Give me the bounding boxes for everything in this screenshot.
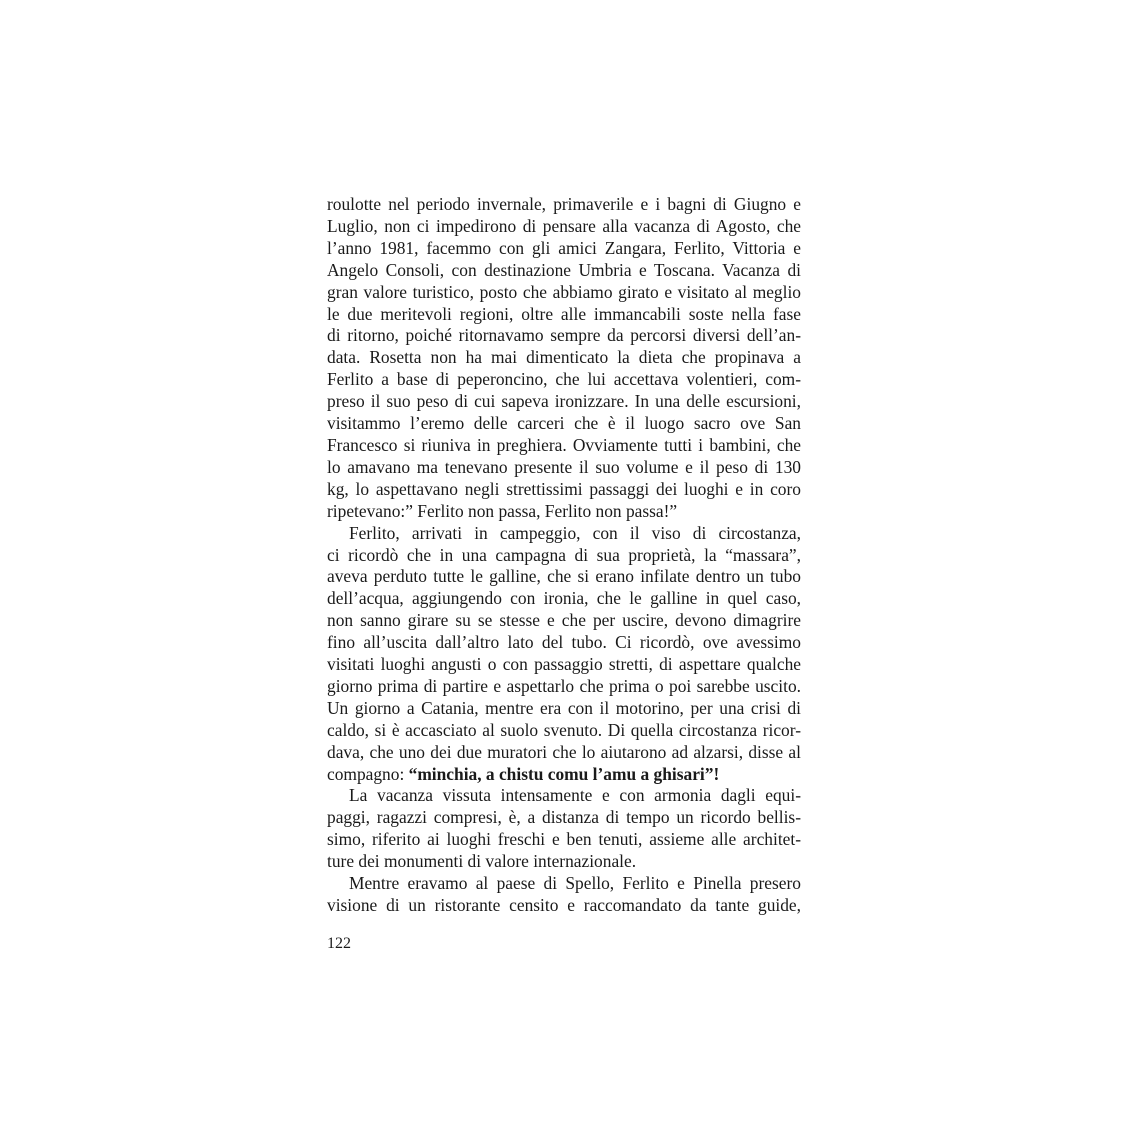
text-line: giorno prima di partire e aspettarlo che prima o poi sarebbe uscito. — [327, 675, 801, 696]
text-line: kg, lo aspettavano negli strettissimi passaggi dei luoghi e in coro — [327, 478, 801, 499]
text-line: Ferlito, arrivati in campeggio, con il viso di circostanza, — [349, 522, 801, 543]
text-line: di ritorno, poiché ritornavamo sempre da percorsi diversi dell’an- — [327, 325, 801, 346]
text-line: La vacanza vissuta intensamente e con armonia dagli equi- — [349, 785, 801, 806]
text-line: Francesco si riuniva in preghiera. Ovviamente tutti i bambini, che — [327, 434, 801, 455]
body-text — [327, 194, 801, 917]
text-line: lo amavano ma tenevano presente il suo volume e il peso di 130 — [327, 456, 801, 477]
text-line: Luglio, non ci impedirono di pensare alla vacanza di Agosto, che — [327, 215, 801, 236]
text-line: dava, che uno dei due muratori che lo aiutarono ad alzarsi, disse al — [327, 741, 801, 762]
text-line: non sanno girare su se stesse e che per uscire, devono dimagrire — [327, 610, 801, 631]
text-line: paggi, ragazzi compresi, è, a distanza di tempo un ricordo bellis- — [327, 807, 801, 828]
text-line: Mentre eravamo al paese di Spello, Ferlito e Pinella presero — [349, 873, 801, 894]
text-line: roulotte nel periodo invernale, primaverile e i bagni di Giugno e — [327, 194, 801, 214]
page-number: 122 — [327, 935, 351, 952]
text-line: caldo, si è accasciato al suolo svenuto. Di quella circostanza ricor- — [327, 719, 801, 740]
text-line: simo, riferito ai luoghi freschi e ben tenuti, assieme alle architet- — [327, 829, 801, 850]
paragraph-3 — [327, 785, 801, 873]
text-line: preso il suo peso di cui sapeva ironizzare. In una delle escursioni, — [327, 391, 801, 412]
text-line: visitammo l’eremo delle carceri che è il luogo sacro ove San — [327, 413, 801, 434]
text-line: Angelo Consoli, con destinazione Umbria e Toscana. Vacanza di — [327, 259, 801, 280]
text-line: le due meritevoli regioni, oltre alle immancabili soste nella fase — [327, 303, 801, 324]
text-line: l’anno 1981, facemmo con gli amici Zangara, Ferlito, Vittoria e — [327, 237, 801, 258]
text-line: Ferlito a base di peperoncino, che lui accettava volentieri, com- — [327, 369, 801, 390]
text-line: ture dei monumenti di valore internazionale. — [327, 851, 637, 872]
text-line: fino all’uscita dall’altro lato del tubo. Ci ricordò, ove avessimo — [327, 632, 801, 653]
paragraph-1 — [327, 194, 801, 523]
text-line: ripetevano:” Ferlito non passa, Ferlito non passa!” — [327, 500, 678, 521]
text-line: visione di un ristorante censito e raccomandato da tante guide, — [327, 895, 801, 915]
text-line: dell’acqua, aggiungendo con ironia, che le galline in quel caso, — [327, 588, 801, 609]
text-line: Un giorno a Catania, mentre era con il motorino, per una crisi di — [327, 697, 801, 718]
text-run: compagno: — [327, 763, 409, 784]
paragraph-4 — [327, 873, 801, 917]
text-line: aveva perduto tutte le galline, che si erano infilate dentro un tubo — [327, 566, 801, 587]
text-line: data. Rosetta non ha mai dimenticato la dieta che propinava a — [327, 347, 801, 368]
paragraph-2 — [327, 523, 801, 786]
text-line: visitati luoghi angusti o con passaggio stretti, di aspettare qualche — [327, 654, 801, 675]
text-line: ci ricordò che in una campagna di sua proprietà, la “massara”, — [327, 544, 801, 565]
text-line — [327, 764, 801, 786]
text-line: gran valore turistico, posto che abbiamo girato e visitato al meglio — [327, 281, 801, 302]
bold-quote: “minchia, a chistu comu l’amu a ghisari”! — [408, 763, 720, 784]
